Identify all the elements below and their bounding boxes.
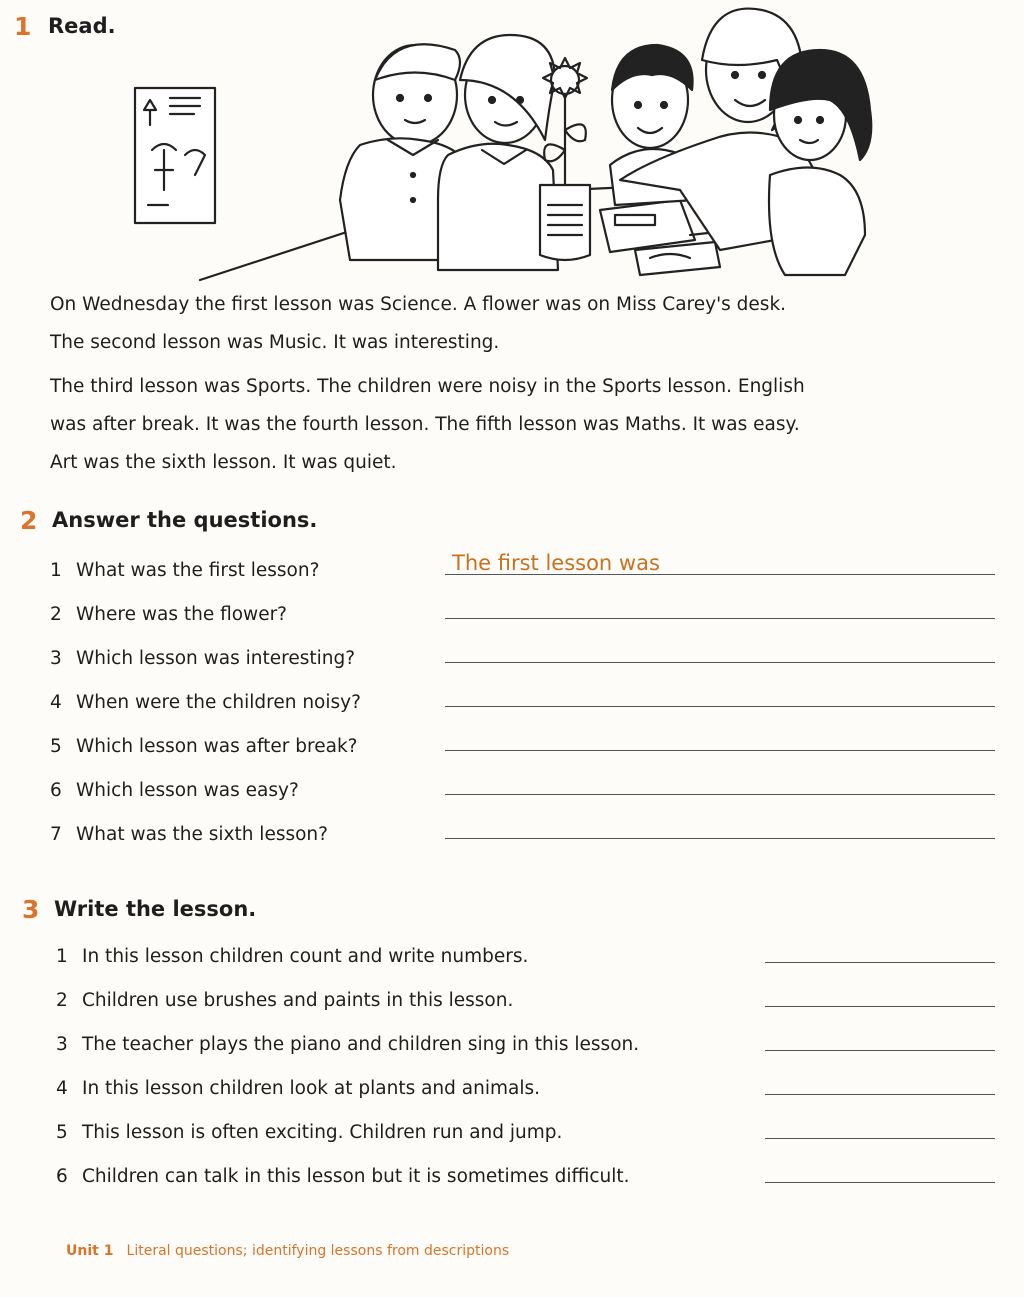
question-number: 6 xyxy=(50,780,62,801)
question-number: 7 xyxy=(50,824,62,845)
question-number: 1 xyxy=(50,560,62,581)
item-text: In this lesson children count and write numbers. xyxy=(82,946,529,967)
passage-line: was after break. It was the fourth lesson. The fifth lesson was Maths. It was easy. xyxy=(50,414,800,435)
reading-passage xyxy=(50,286,990,482)
lesson-answer-line-1[interactable] xyxy=(765,962,995,963)
section-3-number: 3 xyxy=(22,895,40,924)
question-item xyxy=(50,648,355,669)
question-item xyxy=(50,824,328,845)
question-number: 5 xyxy=(50,736,62,757)
question-item xyxy=(50,692,361,713)
answer-line-4[interactable] xyxy=(445,706,995,707)
section-1-title: Read. xyxy=(48,14,116,38)
answer-line-3[interactable] xyxy=(445,662,995,663)
page-footer xyxy=(66,1240,509,1259)
item-text: The teacher plays the piano and children sing in this lesson. xyxy=(82,1034,640,1055)
answer-line-7[interactable] xyxy=(445,838,995,839)
item-number: 5 xyxy=(56,1122,68,1143)
item-number: 6 xyxy=(56,1166,68,1187)
question-text: What was the first lesson? xyxy=(76,560,320,581)
question-text: Which lesson was interesting? xyxy=(76,648,356,669)
classroom-illustration xyxy=(130,0,890,285)
item-number: 2 xyxy=(56,990,68,1011)
passage-line: The second lesson was Music. It was interesting. xyxy=(50,332,500,353)
passage-line: On Wednesday the first lesson was Science. A flower was on Miss Carey's desk. xyxy=(50,294,787,315)
question-item xyxy=(50,560,319,581)
section-1-number: 1 xyxy=(14,12,32,41)
answer-1-handwritten: The first lesson was xyxy=(452,551,660,575)
question-number: 4 xyxy=(50,692,62,713)
lesson-item xyxy=(56,946,528,967)
lesson-answer-line-4[interactable] xyxy=(765,1094,995,1095)
section-2-number: 2 xyxy=(20,506,38,535)
question-text: Where was the flower? xyxy=(76,604,287,625)
section-3-title: Write the lesson. xyxy=(54,897,257,921)
item-text: Children use brushes and paints in this lesson. xyxy=(82,990,514,1011)
answer-line-1[interactable] xyxy=(445,574,995,575)
question-item xyxy=(50,736,357,757)
lesson-item xyxy=(56,990,513,1011)
item-number: 1 xyxy=(56,946,68,967)
wall-poster xyxy=(135,88,215,223)
answer-line-6[interactable] xyxy=(445,794,995,795)
question-text: When were the children noisy? xyxy=(76,692,361,713)
lesson-item xyxy=(56,1166,630,1187)
item-number: 3 xyxy=(56,1034,68,1055)
passage-line: The third lesson was Sports. The children were noisy in the Sports lesson. English xyxy=(50,376,805,397)
answer-line-2[interactable] xyxy=(445,618,995,619)
answer-line-5[interactable] xyxy=(445,750,995,751)
question-item xyxy=(50,780,299,801)
passage-line: Art was the sixth lesson. It was quiet. xyxy=(50,452,397,473)
lesson-answer-line-5[interactable] xyxy=(765,1138,995,1139)
question-text: Which lesson was after break? xyxy=(76,736,358,757)
lesson-answer-line-2[interactable] xyxy=(765,1006,995,1007)
item-text: Children can talk in this lesson but it is sometimes difficult. xyxy=(82,1166,630,1187)
question-number: 2 xyxy=(50,604,62,625)
question-item xyxy=(50,604,287,625)
question-text: What was the sixth lesson? xyxy=(76,824,328,845)
item-text: In this lesson children look at plants and animals. xyxy=(82,1078,540,1099)
question-text: Which lesson was easy? xyxy=(76,780,299,801)
lesson-item xyxy=(56,1078,540,1099)
footer-unit-label: Unit 1 xyxy=(66,1243,114,1259)
lesson-item xyxy=(56,1034,639,1055)
lesson-answer-line-3[interactable] xyxy=(765,1050,995,1051)
footer-description: Literal questions; identifying lessons from descriptions xyxy=(126,1243,510,1259)
lesson-item xyxy=(56,1122,562,1143)
question-number: 3 xyxy=(50,648,62,669)
section-2-title: Answer the questions. xyxy=(52,508,318,532)
item-text: This lesson is often exciting. Children run and jump. xyxy=(82,1122,563,1143)
lesson-answer-line-6[interactable] xyxy=(765,1182,995,1183)
item-number: 4 xyxy=(56,1078,68,1099)
